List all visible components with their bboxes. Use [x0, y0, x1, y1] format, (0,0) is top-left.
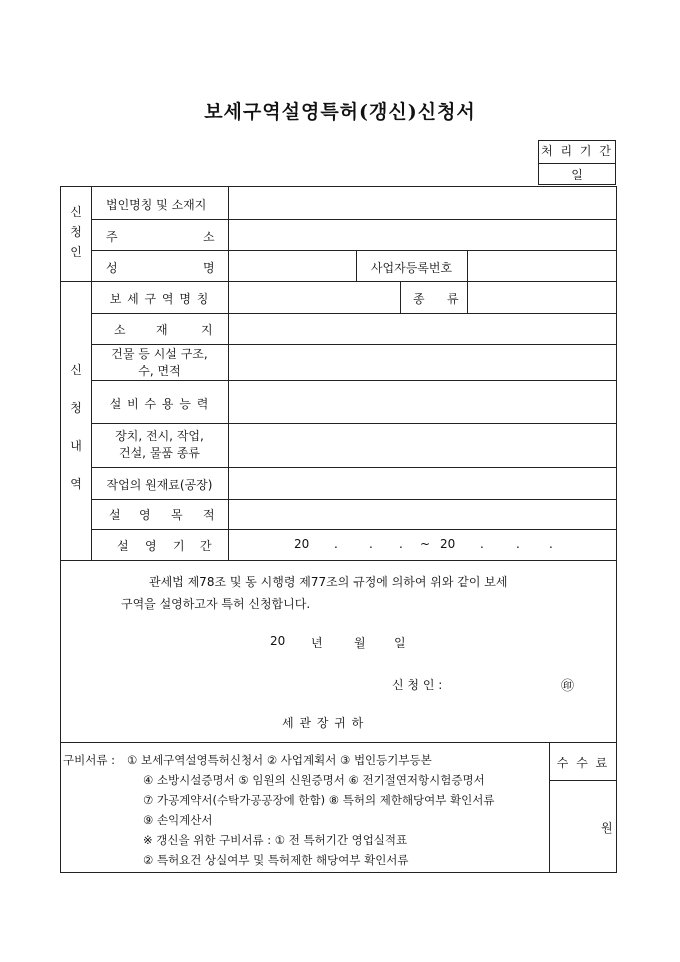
purpose-label-3: 목	[171, 508, 183, 522]
rule	[91, 219, 617, 220]
processing-period-value: 일	[571, 168, 583, 182]
documents-line: ① 보세구역설영특허신청서 ② 사업계획서 ③ 법인등기부등본	[127, 753, 432, 767]
documents-line: ② 특허요건 상실여부 및 특허제한 해당여부 확인서류	[143, 853, 409, 867]
rule	[91, 529, 617, 530]
period-dot: .	[399, 537, 403, 551]
rule	[61, 742, 617, 743]
rule	[61, 281, 617, 282]
period-dot: .	[516, 537, 520, 551]
documents-line: ⑨ 손익계산서	[143, 813, 213, 827]
rule	[228, 187, 229, 560]
period-dot: .	[369, 537, 373, 551]
business-reg-label: 사업자등록번호	[370, 261, 453, 275]
rule	[91, 313, 617, 314]
type-label-2: 류	[447, 292, 459, 306]
rule	[91, 380, 617, 381]
period-dot: .	[480, 537, 484, 551]
rule	[467, 250, 468, 313]
rule	[91, 250, 617, 251]
application-form	[60, 186, 617, 873]
zone-name-label: 보 세 구 역 명 칭	[109, 292, 210, 306]
rule	[91, 423, 617, 424]
rule	[61, 560, 617, 561]
documents-line: ⑦ 가공계약서(수탁가공공장에 한함) ⑧ 특허의 제한해당여부 확인서류	[143, 793, 495, 807]
period-label-3: 기	[173, 539, 185, 553]
location-label-1: 소	[114, 323, 126, 337]
documents-line: ※ 갱신을 위한 구비서류 : ① 전 특허기간 영업실적표	[143, 833, 408, 847]
period-start-year: 20	[294, 537, 310, 551]
documents-label: 구비서류 :	[63, 753, 115, 767]
processing-period-label: 처 리 기 간	[539, 141, 615, 164]
date-year-label: 년	[311, 636, 323, 650]
goods-label: 장치, 전시, 작업, 건설, 물품 종류	[115, 429, 204, 460]
period-label-2: 영	[145, 539, 157, 553]
period-dot: .	[549, 537, 553, 551]
type-label-1: 종	[413, 292, 425, 306]
period-dot: .	[334, 537, 338, 551]
applicant-section-label: 신 청 인	[70, 205, 82, 259]
rule	[549, 780, 617, 781]
purpose-label-2: 영	[139, 508, 151, 522]
purpose-label-4: 적	[203, 508, 215, 522]
period-tilde: ~	[420, 537, 431, 551]
date-month-label: 월	[354, 636, 366, 650]
address-label-1: 주	[106, 230, 118, 244]
rule	[91, 499, 617, 500]
material-label: 작업의 원재료(공장)	[106, 478, 213, 492]
date-year: 20	[270, 634, 286, 648]
statement-line-2: 구역을 설영하고자 특허 신청합니다.	[121, 597, 311, 611]
documents-line: ④ 소방시설증명서 ⑤ 임원의 신원증명서 ⑥ 전기절연저항시험증명서	[143, 773, 485, 787]
rule	[91, 467, 617, 468]
addressee: 세 관 장 귀 하	[282, 716, 365, 730]
name-label-2: 명	[203, 261, 215, 275]
processing-period-box	[538, 140, 616, 185]
period-end-year: 20	[440, 537, 456, 551]
location-label-2: 재	[156, 323, 168, 337]
applicant-sign-label: 신 청 인 :	[392, 678, 443, 692]
details-section-label: 신 청 내 역	[70, 363, 82, 491]
rule	[400, 281, 401, 313]
name-label-1: 성	[106, 261, 118, 275]
fee-label: 수 수 료	[556, 756, 610, 770]
statement-line-1: 관세법 제78조 및 동 시행령 제77조의 규정에 의하여 위와 같이 보세	[149, 575, 508, 589]
capacity-label: 설 비 수 용 능 력	[109, 397, 210, 411]
building-label: 건물 등 시설 구조, 수, 면적	[111, 347, 208, 378]
period-label-1: 설	[117, 539, 129, 553]
corporation-label: 법인명칭 및 소재지	[106, 198, 207, 212]
location-label-3: 지	[201, 323, 213, 337]
seal-mark: ㊞	[561, 679, 575, 694]
date-day-label: 일	[394, 636, 406, 650]
document-title: 보세구역설영특허(갱신)신청서	[204, 101, 476, 123]
period-label-4: 간	[200, 539, 212, 553]
purpose-label-1: 설	[109, 508, 121, 522]
address-label-2: 소	[203, 230, 215, 244]
fee-unit: 원	[601, 821, 613, 835]
rule	[91, 344, 617, 345]
